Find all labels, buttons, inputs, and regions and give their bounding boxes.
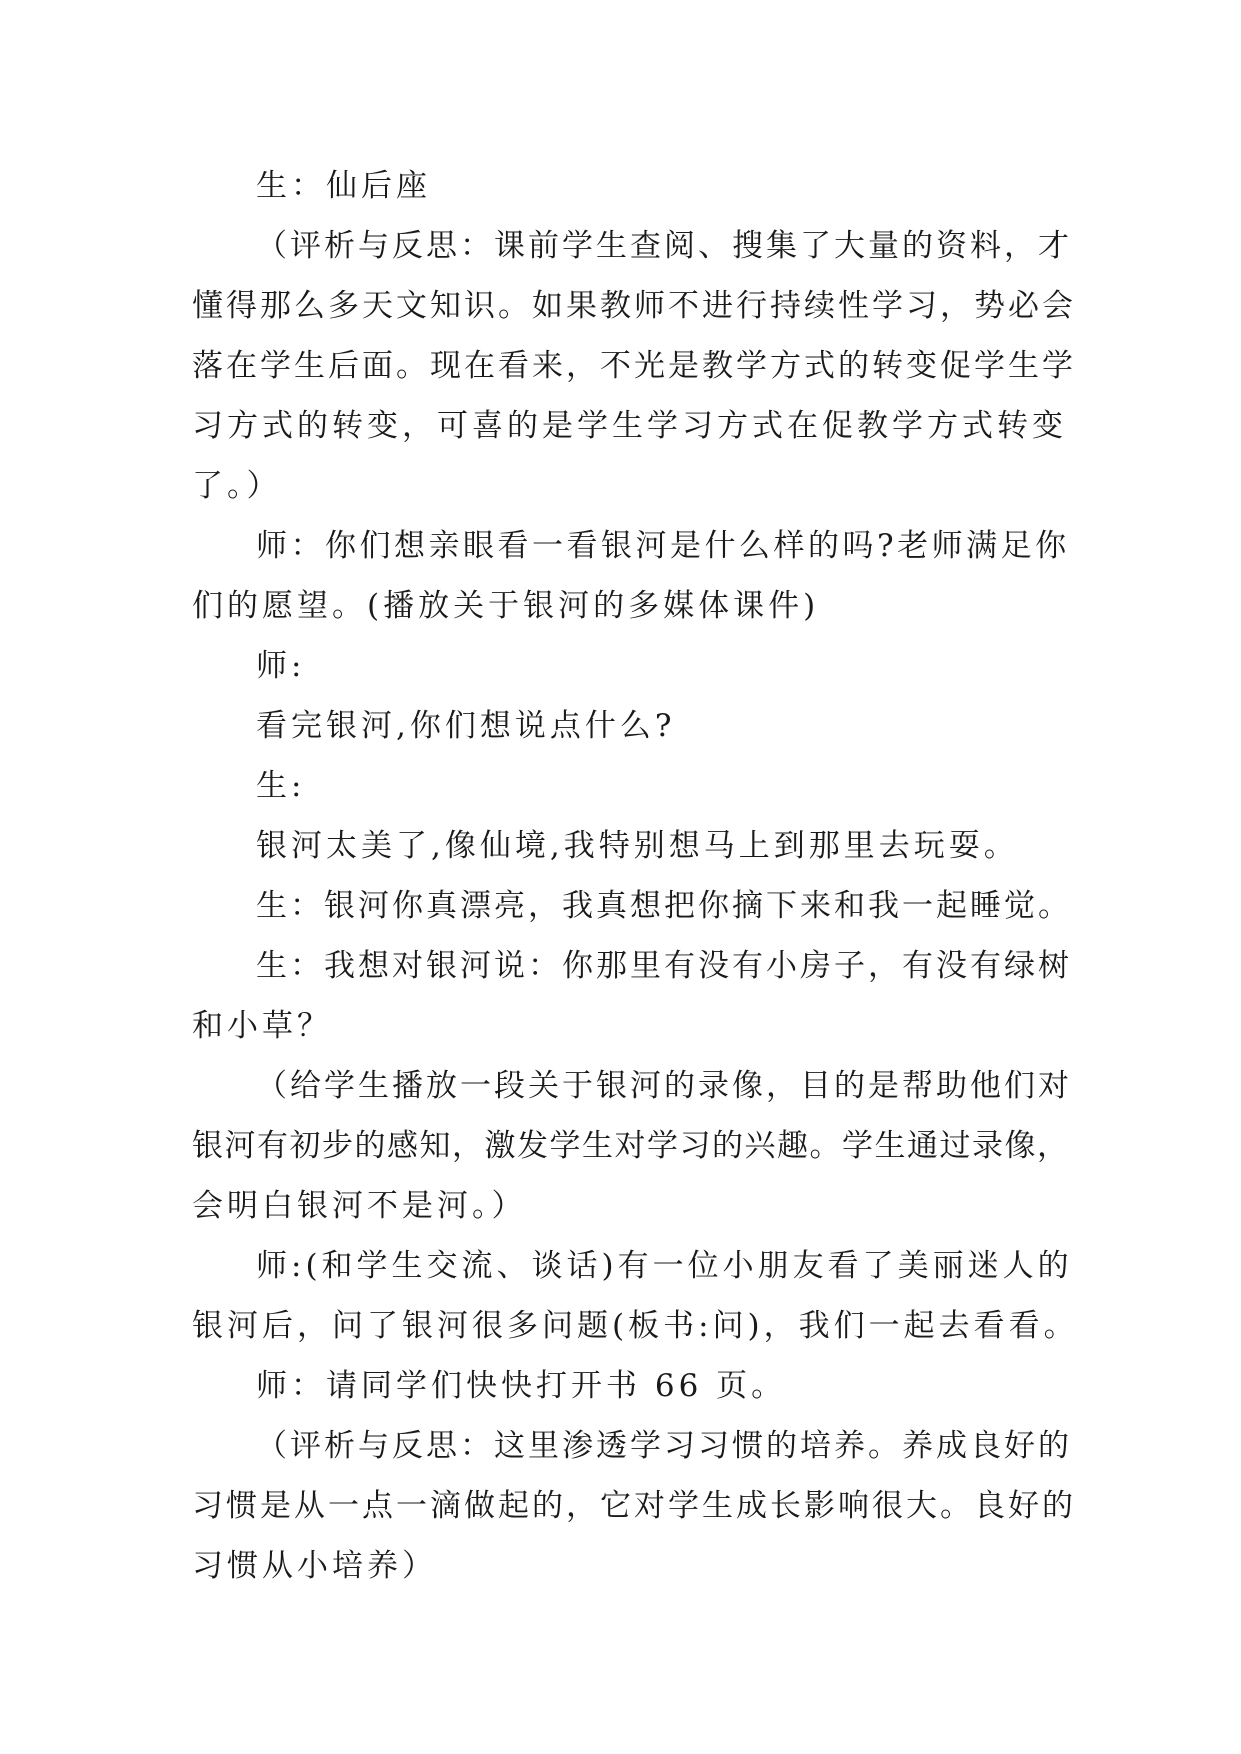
- text-line: 会明白银河不是河。）: [192, 1188, 527, 1224]
- text-line: 师:: [256, 648, 306, 684]
- text-line: 生：仙后座: [256, 168, 431, 204]
- text-line: 落在学生后面。现在看来，不光是教学方式的转变促学生学: [192, 348, 1076, 384]
- text-line: 习惯从小培养）: [192, 1548, 437, 1584]
- text-line: 师：你们想亲眼看一看银河是什么样的吗?老师满足你: [256, 528, 1070, 564]
- text-line: 了。）: [192, 468, 282, 504]
- text-line: 懂得那么多天文知识。如果教师不进行持续性学习，势必会: [192, 288, 1076, 324]
- text-line: （给学生播放一段关于银河的录像，目的是帮助他们对: [256, 1068, 1072, 1104]
- text-line: 生：银河你真漂亮，我真想把你摘下来和我一起睡觉。: [256, 888, 1072, 924]
- text-line: 银河有初步的感知，激发学生对学习的兴趣。学生通过录像，: [192, 1128, 1070, 1164]
- text-line: 生：我想对银河说：你那里有没有小房子，有没有绿树: [256, 948, 1072, 984]
- text-line: 生:: [256, 768, 306, 804]
- text-line: 银河后，问了银河很多问题(板书:问)，我们一起去看看。: [192, 1308, 1079, 1344]
- text-line: 习方式的转变，可喜的是学生学习方式在促教学方式转变: [192, 408, 1067, 444]
- text-line: 们的愿望。(播放关于银河的多媒体课件): [192, 588, 820, 624]
- text-line: 银河太美了,像仙境,我特别想马上到那里去玩耍。: [256, 828, 1019, 864]
- text-line: 和小草？: [192, 1008, 332, 1044]
- text-line: 师：请同学们快快打开书 66 页。: [256, 1368, 787, 1404]
- text-line: （评析与反思：这里渗透学习习惯的培养。养成良好的: [256, 1428, 1072, 1464]
- text-line: 师:(和学生交流、谈话)有一位小朋友看了美丽迷人的: [256, 1248, 1073, 1284]
- text-line: 看完银河,你们想说点什么?: [256, 708, 676, 744]
- text-line: 习惯是从一点一滴做起的，它对学生成长影响很大。良好的: [192, 1488, 1076, 1524]
- text-line: （评析与反思：课前学生查阅、搜集了大量的资料，才: [256, 228, 1072, 264]
